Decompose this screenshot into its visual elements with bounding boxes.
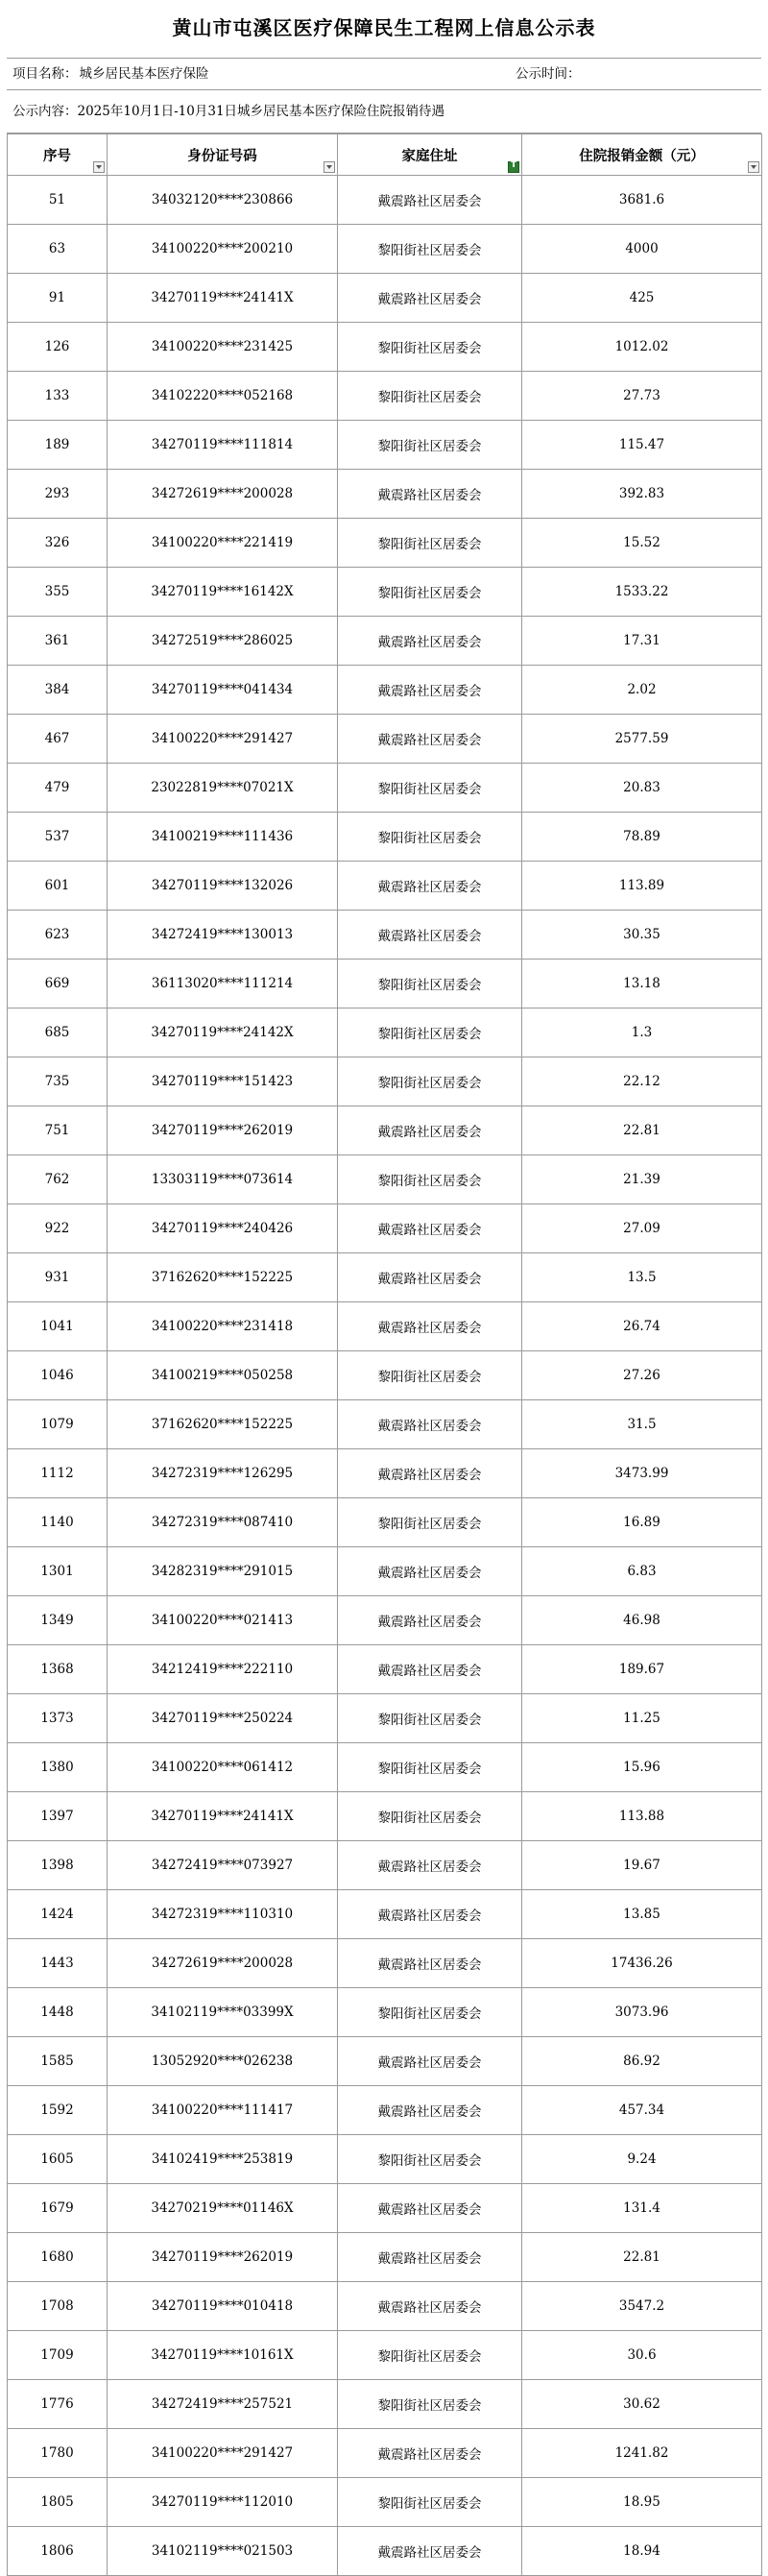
cell-id-number: 34270119****240426 [108, 1204, 338, 1253]
cell-serial: 1443 [8, 1939, 108, 1988]
table-row [8, 1547, 762, 1596]
table-row [8, 323, 762, 372]
cell-address: 黎阳街社区居委会 [338, 1498, 522, 1547]
cell-id-number: 13052920****026238 [108, 2037, 338, 2086]
cell-amount: 3473.99 [522, 1449, 762, 1498]
cell-serial: 189 [8, 421, 108, 470]
cell-amount: 1012.02 [522, 323, 762, 372]
cell-address: 黎阳街社区居委会 [338, 2135, 522, 2184]
cell-address: 戴震路社区居委会 [338, 1253, 522, 1302]
table-row [8, 813, 762, 862]
cell-id-number: 34270119****16142X [108, 568, 338, 617]
cell-amount: 27.09 [522, 1204, 762, 1253]
cell-address: 戴震路社区居委会 [338, 176, 522, 225]
cell-amount: 27.26 [522, 1351, 762, 1400]
filter-dropdown-icon[interactable] [93, 161, 105, 173]
table-row [8, 2380, 762, 2429]
cell-address: 戴震路社区居委会 [338, 1890, 522, 1939]
table-row [8, 176, 762, 225]
table-row [8, 225, 762, 274]
cell-id-number: 34100220****291427 [108, 2429, 338, 2478]
cell-amount: 425 [522, 274, 762, 323]
project-label: 项目名称： [12, 66, 78, 82]
cell-address: 戴震路社区居委会 [338, 470, 522, 519]
cell-serial: 751 [8, 1106, 108, 1155]
project-value: 城乡居民基本医疗保险 [79, 66, 209, 82]
cell-address: 戴震路社区居委会 [338, 1449, 522, 1498]
cell-serial: 479 [8, 764, 108, 813]
cell-serial: 326 [8, 519, 108, 568]
cell-amount: 2.02 [522, 666, 762, 715]
cell-amount: 13.85 [522, 1890, 762, 1939]
cell-serial: 537 [8, 813, 108, 862]
cell-serial: 91 [8, 274, 108, 323]
cell-serial: 1448 [8, 1988, 108, 2037]
cell-address: 戴震路社区居委会 [338, 715, 522, 764]
cell-id-number: 34272319****087410 [108, 1498, 338, 1547]
table-row [8, 421, 762, 470]
filter-dropdown-icon[interactable] [324, 161, 335, 173]
cell-address: 黎阳街社区居委会 [338, 2331, 522, 2380]
cell-serial: 1368 [8, 1645, 108, 1694]
publish-time-label: 公示时间： [516, 66, 581, 82]
table-row [8, 1253, 762, 1302]
cell-id-number: 34270219****01146X [108, 2184, 338, 2233]
publish-time-info [516, 59, 583, 89]
cell-address: 黎阳街社区居委会 [338, 2478, 522, 2527]
cell-amount: 18.95 [522, 2478, 762, 2527]
cell-id-number: 34270119****041434 [108, 666, 338, 715]
table-row [8, 2086, 762, 2135]
cell-serial: 1592 [8, 2086, 108, 2135]
cell-amount: 17436.26 [522, 1939, 762, 1988]
table-row [8, 1694, 762, 1743]
table-row [8, 960, 762, 1009]
cell-amount: 15.96 [522, 1743, 762, 1792]
table-row [8, 568, 762, 617]
cell-amount: 22.12 [522, 1057, 762, 1106]
cell-id-number: 34270119****262019 [108, 1106, 338, 1155]
cell-serial: 384 [8, 666, 108, 715]
cell-address: 戴震路社区居委会 [338, 2282, 522, 2331]
cell-id-number: 34100220****291427 [108, 715, 338, 764]
cell-amount: 15.52 [522, 519, 762, 568]
cell-amount: 1533.22 [522, 568, 762, 617]
cell-serial: 1806 [8, 2527, 108, 2576]
cell-amount: 16.89 [522, 1498, 762, 1547]
cell-amount: 3681.6 [522, 176, 762, 225]
cell-id-number: 34212419****222110 [108, 1645, 338, 1694]
table-row [8, 764, 762, 813]
cell-id-number: 34270119****24142X [108, 1009, 338, 1057]
cell-serial: 685 [8, 1009, 108, 1057]
cell-amount: 13.5 [522, 1253, 762, 1302]
cell-id-number: 34270119****132026 [108, 862, 338, 911]
cell-amount: 3547.2 [522, 2282, 762, 2331]
cell-id-number: 34270119****24141X [108, 1792, 338, 1841]
cell-amount: 113.89 [522, 862, 762, 911]
table-row [8, 2478, 762, 2527]
cell-serial: 1349 [8, 1596, 108, 1645]
cell-address: 黎阳街社区居委会 [338, 372, 522, 421]
cell-address: 戴震路社区居委会 [338, 1645, 522, 1694]
cell-amount: 31.5 [522, 1400, 762, 1449]
cell-id-number: 13303119****073614 [108, 1155, 338, 1204]
table-row [8, 911, 762, 960]
table-row [8, 1743, 762, 1792]
cell-serial: 623 [8, 911, 108, 960]
cell-address: 黎阳街社区居委会 [338, 1694, 522, 1743]
header-address-label: 家庭住址 [401, 147, 458, 164]
content-info [12, 90, 444, 133]
cell-amount: 21.39 [522, 1155, 762, 1204]
table-row [8, 1792, 762, 1841]
cell-address: 戴震路社区居委会 [338, 862, 522, 911]
cell-id-number: 36113020****111214 [108, 960, 338, 1009]
table-row [8, 617, 762, 666]
cell-id-number: 34102419****253819 [108, 2135, 338, 2184]
content-value: 2025年10月1日-10月31日城乡居民基本医疗保险住院报销待遇 [77, 104, 445, 119]
cell-serial: 126 [8, 323, 108, 372]
cell-id-number: 34272519****286025 [108, 617, 338, 666]
cell-id-number: 34100220****221419 [108, 519, 338, 568]
cell-serial: 1780 [8, 2429, 108, 2478]
cell-serial: 63 [8, 225, 108, 274]
cell-amount: 22.81 [522, 2233, 762, 2282]
cell-id-number: 34272419****073927 [108, 1841, 338, 1890]
cell-address: 戴震路社区居委会 [338, 2086, 522, 2135]
cell-id-number: 34102220****052168 [108, 372, 338, 421]
cell-amount: 392.83 [522, 470, 762, 519]
cell-id-number: 34282319****291015 [108, 1547, 338, 1596]
cell-amount: 9.24 [522, 2135, 762, 2184]
cell-address: 黎阳街社区居委会 [338, 1792, 522, 1841]
table-row [8, 2135, 762, 2184]
table-row [8, 1841, 762, 1890]
cell-amount: 18.94 [522, 2527, 762, 2576]
table-row [8, 1596, 762, 1645]
cell-serial: 1398 [8, 1841, 108, 1890]
cell-address: 戴震路社区居委会 [338, 617, 522, 666]
cell-id-number: 34272619****200028 [108, 470, 338, 519]
cell-amount: 113.88 [522, 1792, 762, 1841]
cell-address: 戴震路社区居委会 [338, 2527, 522, 2576]
cell-address: 黎阳街社区居委会 [338, 1057, 522, 1106]
header-id-label: 身份证号码 [187, 147, 257, 164]
cell-id-number: 34100220****021413 [108, 1596, 338, 1645]
table-header-row [8, 134, 762, 176]
cell-id-number: 34032120****230866 [108, 176, 338, 225]
header-id [108, 134, 338, 176]
cell-id-number: 34102119****021503 [108, 2527, 338, 2576]
cell-amount: 20.83 [522, 764, 762, 813]
cell-amount: 78.89 [522, 813, 762, 862]
cell-amount: 27.73 [522, 372, 762, 421]
table-row [8, 1057, 762, 1106]
cell-serial: 1680 [8, 2233, 108, 2282]
cell-address: 黎阳街社区居委会 [338, 2380, 522, 2429]
cell-amount: 189.67 [522, 1645, 762, 1694]
cell-address: 黎阳街社区居委会 [338, 225, 522, 274]
table-row [8, 519, 762, 568]
cell-address: 黎阳街社区居委会 [338, 764, 522, 813]
cell-serial: 735 [8, 1057, 108, 1106]
cell-id-number: 34272319****110310 [108, 1890, 338, 1939]
cell-serial: 931 [8, 1253, 108, 1302]
project-row [7, 59, 761, 90]
cell-address: 黎阳街社区居委会 [338, 519, 522, 568]
cell-serial: 1380 [8, 1743, 108, 1792]
cell-address: 戴震路社区居委会 [338, 2233, 522, 2282]
table-row [8, 1988, 762, 2037]
cell-serial: 669 [8, 960, 108, 1009]
spreadsheet [7, 0, 761, 2576]
cell-address: 黎阳街社区居委会 [338, 960, 522, 1009]
cell-id-number: 23022819****07021X [108, 764, 338, 813]
table-row [8, 274, 762, 323]
cell-amount: 22.81 [522, 1106, 762, 1155]
header-serial-label: 序号 [43, 147, 71, 164]
table-row [8, 1645, 762, 1694]
cell-id-number: 34100220****231418 [108, 1302, 338, 1351]
cell-id-number: 34270119****010418 [108, 2282, 338, 2331]
cell-id-number: 34270119****111814 [108, 421, 338, 470]
cell-address: 黎阳街社区居委会 [338, 323, 522, 372]
table-row [8, 715, 762, 764]
cell-serial: 601 [8, 862, 108, 911]
table-row [8, 1449, 762, 1498]
cell-amount: 457.34 [522, 2086, 762, 2135]
header-amount-label: 住院报销金额（元） [579, 147, 705, 164]
header-amount [522, 134, 762, 176]
cell-serial: 51 [8, 176, 108, 225]
cell-serial: 361 [8, 617, 108, 666]
cell-id-number: 34270119****24141X [108, 274, 338, 323]
cell-id-number: 34272419****130013 [108, 911, 338, 960]
cell-address: 戴震路社区居委会 [338, 666, 522, 715]
table-row [8, 2233, 762, 2282]
cell-serial: 1585 [8, 2037, 108, 2086]
cell-id-number: 34100219****050258 [108, 1351, 338, 1400]
table-row [8, 1302, 762, 1351]
cell-id-number: 34272419****257521 [108, 2380, 338, 2429]
table-row [8, 1155, 762, 1204]
cell-address: 戴震路社区居委会 [338, 1204, 522, 1253]
cell-serial: 133 [8, 372, 108, 421]
cell-id-number: 37162620****152225 [108, 1253, 338, 1302]
filter-dropdown-icon[interactable] [748, 161, 759, 173]
cell-serial: 1373 [8, 1694, 108, 1743]
cell-serial: 355 [8, 568, 108, 617]
cell-address: 戴震路社区居委会 [338, 2037, 522, 2086]
cell-amount: 30.62 [522, 2380, 762, 2429]
cell-serial: 762 [8, 1155, 108, 1204]
cell-id-number: 34270119****10161X [108, 2331, 338, 2380]
cell-id-number: 34272319****126295 [108, 1449, 338, 1498]
filter-active-icon[interactable] [508, 161, 519, 173]
cell-amount: 46.98 [522, 1596, 762, 1645]
table-row [8, 470, 762, 519]
cell-address: 黎阳街社区居委会 [338, 813, 522, 862]
cell-address: 戴震路社区居委会 [338, 1939, 522, 1988]
cell-serial: 1776 [8, 2380, 108, 2429]
cell-id-number: 34270119****262019 [108, 2233, 338, 2282]
cell-amount: 3073.96 [522, 1988, 762, 2037]
page-title: 黄山市屯溪区医疗保障民生工程网上信息公示表 [7, 0, 761, 59]
table-row [8, 1939, 762, 1988]
cell-serial: 1112 [8, 1449, 108, 1498]
cell-amount: 1241.82 [522, 2429, 762, 2478]
cell-amount: 11.25 [522, 1694, 762, 1743]
table-row [8, 1009, 762, 1057]
cell-address: 戴震路社区居委会 [338, 1841, 522, 1890]
cell-serial: 1301 [8, 1547, 108, 1596]
cell-amount: 115.47 [522, 421, 762, 470]
cell-serial: 1679 [8, 2184, 108, 2233]
cell-serial: 1805 [8, 2478, 108, 2527]
table-row [8, 1890, 762, 1939]
cell-id-number: 34100220****200210 [108, 225, 338, 274]
cell-address: 黎阳街社区居委会 [338, 1009, 522, 1057]
table-row [8, 2184, 762, 2233]
cell-amount: 26.74 [522, 1302, 762, 1351]
cell-address: 戴震路社区居委会 [338, 1400, 522, 1449]
table-row [8, 372, 762, 421]
data-table [7, 134, 762, 2576]
cell-id-number: 34100219****111436 [108, 813, 338, 862]
cell-address: 黎阳街社区居委会 [338, 421, 522, 470]
cell-serial: 467 [8, 715, 108, 764]
cell-serial: 1140 [8, 1498, 108, 1547]
cell-serial: 1605 [8, 2135, 108, 2184]
cell-amount: 2577.59 [522, 715, 762, 764]
table-row [8, 666, 762, 715]
cell-id-number: 34270119****151423 [108, 1057, 338, 1106]
cell-id-number: 34270119****250224 [108, 1694, 338, 1743]
cell-id-number: 34100220****231425 [108, 323, 338, 372]
table-row [8, 2282, 762, 2331]
cell-serial: 922 [8, 1204, 108, 1253]
content-row [7, 90, 761, 134]
cell-address: 戴震路社区居委会 [338, 2429, 522, 2478]
cell-serial: 293 [8, 470, 108, 519]
table-row [8, 1400, 762, 1449]
cell-id-number: 34102119****03399X [108, 1988, 338, 2037]
cell-address: 戴震路社区居委会 [338, 2184, 522, 2233]
cell-amount: 17.31 [522, 617, 762, 666]
cell-amount: 30.35 [522, 911, 762, 960]
table-row [8, 1498, 762, 1547]
table-body [8, 176, 762, 2576]
cell-id-number: 34272619****200028 [108, 1939, 338, 1988]
table-row [8, 1204, 762, 1253]
cell-serial: 1709 [8, 2331, 108, 2380]
table-row [8, 2429, 762, 2478]
cell-amount: 13.18 [522, 960, 762, 1009]
cell-serial: 1708 [8, 2282, 108, 2331]
cell-address: 戴震路社区居委会 [338, 1547, 522, 1596]
table-row [8, 1106, 762, 1155]
cell-id-number: 34270119****112010 [108, 2478, 338, 2527]
cell-serial: 1424 [8, 1890, 108, 1939]
cell-amount: 86.92 [522, 2037, 762, 2086]
table-row [8, 1351, 762, 1400]
cell-id-number: 37162620****152225 [108, 1400, 338, 1449]
header-serial [8, 134, 108, 176]
cell-serial: 1397 [8, 1792, 108, 1841]
table-row [8, 2331, 762, 2380]
cell-amount: 4000 [522, 225, 762, 274]
cell-address: 黎阳街社区居委会 [338, 568, 522, 617]
cell-amount: 1.3 [522, 1009, 762, 1057]
content-label: 公示内容： [12, 104, 78, 119]
cell-address: 黎阳街社区居委会 [338, 1743, 522, 1792]
cell-address: 戴震路社区居委会 [338, 911, 522, 960]
table-row [8, 2527, 762, 2576]
cell-amount: 19.67 [522, 1841, 762, 1890]
cell-address: 黎阳街社区居委会 [338, 1351, 522, 1400]
cell-address: 戴震路社区居委会 [338, 1302, 522, 1351]
cell-address: 黎阳街社区居委会 [338, 1988, 522, 2037]
cell-amount: 30.6 [522, 2331, 762, 2380]
cell-serial: 1041 [8, 1302, 108, 1351]
cell-serial: 1079 [8, 1400, 108, 1449]
cell-address: 黎阳街社区居委会 [338, 1155, 522, 1204]
cell-serial: 1046 [8, 1351, 108, 1400]
table-row [8, 862, 762, 911]
cell-amount: 6.83 [522, 1547, 762, 1596]
cell-address: 戴震路社区居委会 [338, 1596, 522, 1645]
cell-amount: 131.4 [522, 2184, 762, 2233]
cell-id-number: 34100220****111417 [108, 2086, 338, 2135]
project-info [12, 59, 209, 89]
cell-address: 戴震路社区居委会 [338, 274, 522, 323]
table-row [8, 2037, 762, 2086]
header-address [338, 134, 522, 176]
cell-id-number: 34100220****061412 [108, 1743, 338, 1792]
cell-address: 戴震路社区居委会 [338, 1106, 522, 1155]
